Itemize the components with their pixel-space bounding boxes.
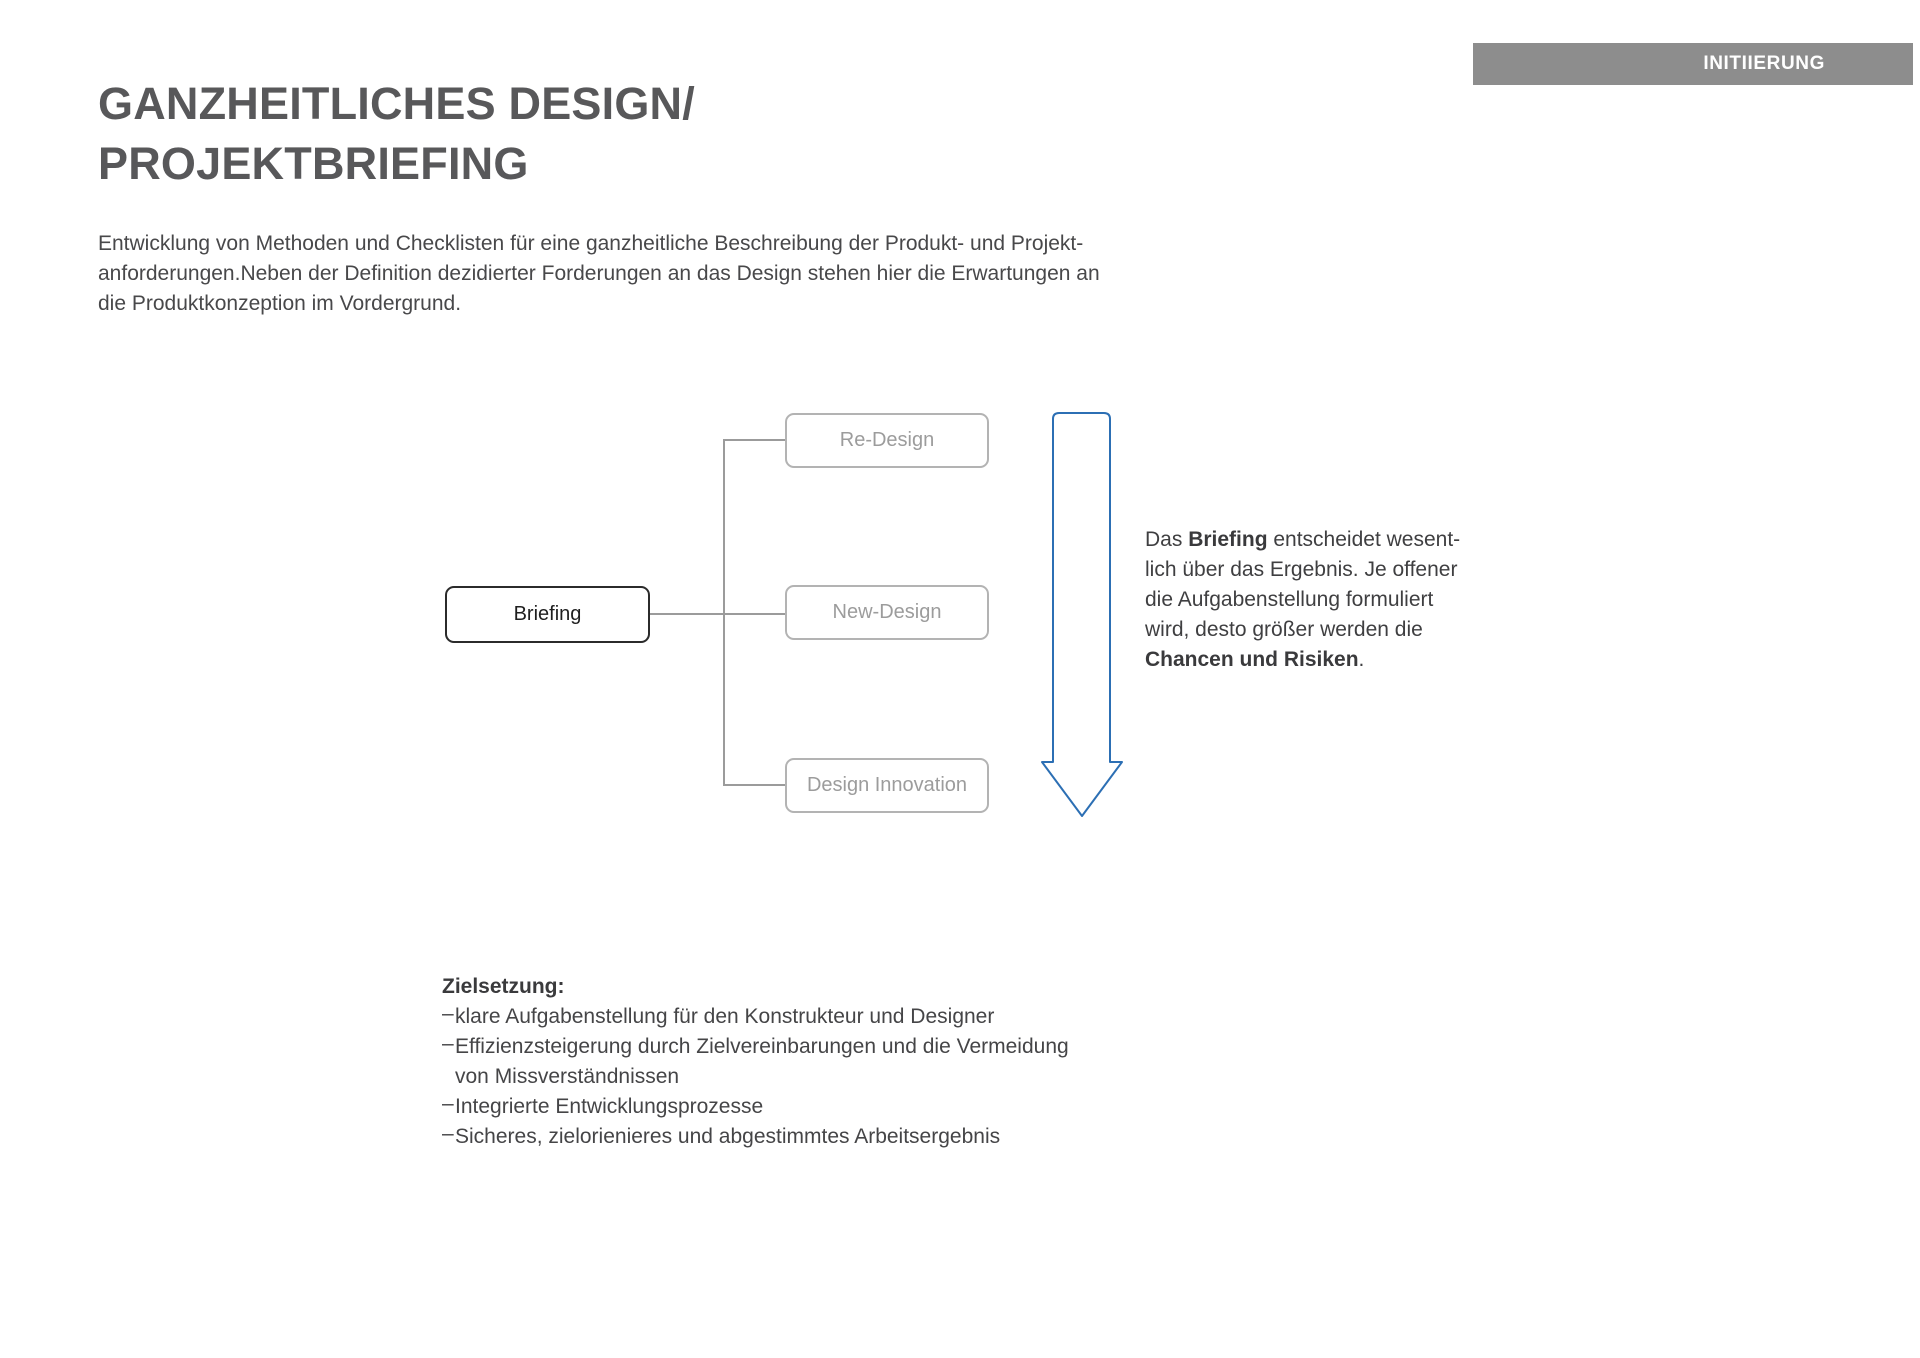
note-bold-briefing: Briefing [1188,528,1268,551]
note-line [1145,645,1460,675]
goals-heading: Zielsetzung: [442,975,565,998]
goal-item-text-continuation: von Missverständnissen [455,1065,680,1088]
note-line: lich über das Ergebnis. Je offener [1145,558,1458,581]
diagram-box-new-design [785,585,989,640]
goal-item [442,1122,1069,1152]
diagram-box-re-design [785,413,989,468]
page-title-line2: PROJEKTBRIEFING [98,138,529,189]
goal-item-text: klare Aufgabenstellung für den Konstrukteur und Designer [455,1005,995,1028]
diagram-box-design-innovation-label: Design Innovation [806,774,968,796]
dash-bullet-icon: – [442,1092,454,1115]
goal-item [442,1092,1069,1122]
section-tag-label: INITIIERUNG [1703,53,1825,74]
note-line: die Aufgabenstellung formuliert [1145,588,1434,611]
diagram-box-new-design-label: New-Design [832,601,942,623]
connector-top-horizontal [723,439,785,441]
goal-item-text: Effizienzsteigerung durch Zielvereinbarungen und die Vermeidung [455,1035,1069,1058]
section-tag [1473,43,1913,85]
note-line: wird, desto größer werden die [1145,618,1423,641]
dash-bullet-icon: – [442,1032,454,1055]
diagram-box-briefing-label: Briefing [513,603,582,625]
intro-line: Entwicklung von Methoden und Checklisten für eine ganzheitliche Beschreibung der Produkt- und Projekt- [98,232,1084,255]
intro-line: die Produktkonzeption im Vordergrund. [98,292,462,315]
note-line [1145,525,1460,555]
diagram-box-re-design-label: Re-Design [839,429,935,451]
connector-root-horizontal [650,613,785,615]
intro-paragraph [98,229,1100,319]
connector-vertical [723,439,725,786]
page-title-line1: GANZHEITLICHES DESIGN/ [98,78,695,129]
goals-section [442,972,1069,1152]
note-text: Das [1145,528,1189,551]
dash-bullet-icon: – [442,1002,454,1025]
down-arrow-icon [1040,410,1124,820]
connector-bottom-horizontal [723,784,785,786]
dash-bullet-icon: – [442,1122,454,1145]
page-title [98,74,695,194]
intro-line: anforderungen.Neben der Definition dezidierter Forderungen an das Design stehen hier die Erwartungen an [98,262,1100,285]
goal-item [442,1032,1069,1092]
goal-item-text: Sicheres, zielorienieres und abgestimmtes Arbeitsergebnis [455,1125,1001,1148]
diagram-box-briefing [445,586,650,643]
note-text: entscheidet wesent- [1267,528,1461,551]
briefing-note [1145,525,1460,675]
goal-item-text: Integrierte Entwicklungsprozesse [455,1095,764,1118]
goal-item [442,1002,1069,1032]
diagram-box-design-innovation [785,758,989,813]
note-text: . [1358,648,1365,671]
note-bold-chancen-risiken: Chancen und Risiken [1145,648,1359,671]
